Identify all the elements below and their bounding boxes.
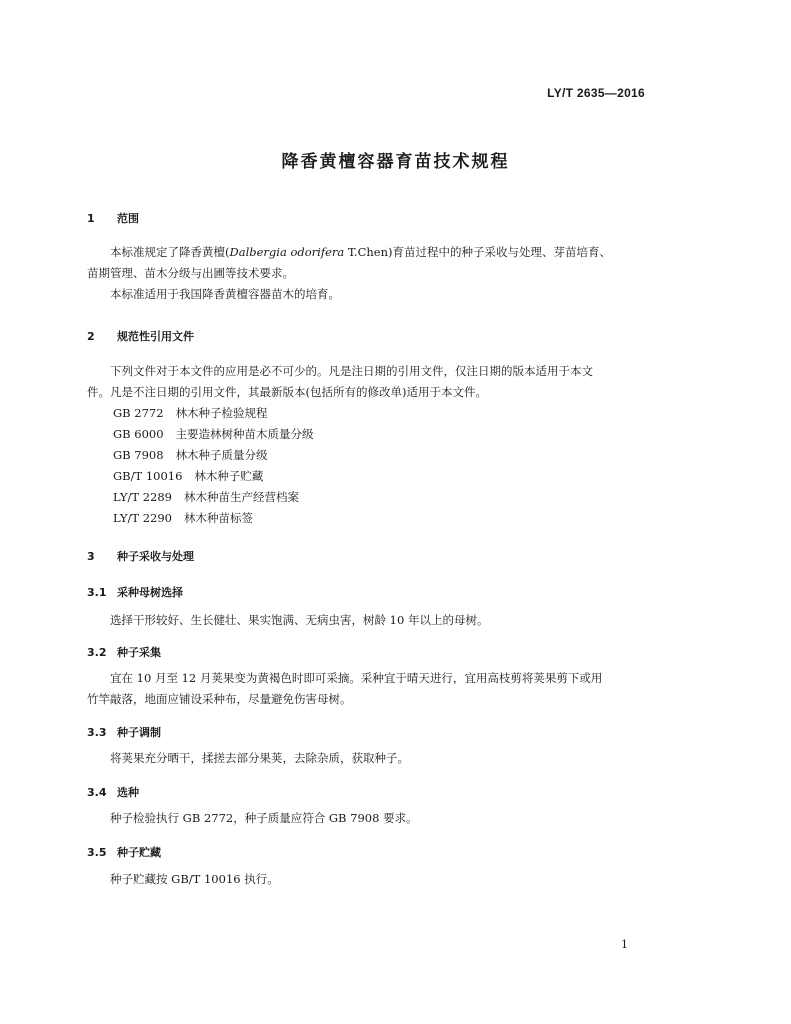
standard-code: LY/T 2635—2016 [547,86,645,100]
document-title: 降香黄檀容器育苗技术规程 [281,152,510,172]
reference-code: GB 2772 [113,406,164,420]
section-title: 种子采收与处理 [117,550,194,563]
subsection-heading-seed-storage [87,844,161,860]
reference-item [113,405,268,421]
references-intro-line-2: 件。凡是不注日期的引用文件，其最新版本(包括所有的修改单)适用于本文件。 [87,385,487,399]
reference-title: 林木种苗标签 [183,511,253,525]
subsection-title: 选种 [117,786,139,799]
reference-title: 主要造林树种苗木质量分级 [175,427,314,441]
reference-item [113,426,314,442]
section-heading-seed-collection [87,548,194,564]
text-segment: 本标准规定了降香黄檀( [110,245,230,259]
reference-code: GB 6000 [113,427,164,441]
section-number: 3 [87,550,95,563]
section-heading-normative-references [87,328,194,344]
subsection-heading-seed-processing [87,724,161,740]
seed-harvest-line-2: 竹竿敲落，地面应铺设采种布，尽量避免伤害母树。 [87,692,352,706]
references-intro-line-1: 下列文件对于本文件的应用是必不可少的。凡是注日期的引用文件，仅注日期的版本适用于本文 [110,364,593,378]
subsection-heading-seed-harvest [87,644,161,660]
mother-tree-paragraph: 选择干形较好、生长健壮、果实饱满、无病虫害，树龄 10 年以上的母树。 [110,613,489,627]
reference-title: 林木种子贮藏 [194,469,264,483]
section-title: 范围 [117,212,139,225]
scope-paragraph-1-line-1 [110,242,680,263]
section-title: 规范性引用文件 [117,330,194,343]
subsection-number: 3.1 [87,586,107,599]
subsection-title: 种子采集 [117,646,161,659]
text-segment: T.Chen)育苗过程中的种子采收与处理、芽苗培育、 [344,245,611,259]
reference-title: 林木种子质量分级 [175,448,268,462]
reference-item [113,489,299,505]
subsection-number: 3.3 [87,726,107,739]
seed-selection-paragraph: 种子检验执行 GB 2772，种子质量应符合 GB 7908 要求。 [110,811,418,825]
scope-paragraph-2: 本标准适用于我国降香黄檀容器苗木的培育。 [110,287,340,301]
page-number: 1 [621,938,628,951]
seed-harvest-line-1: 宜在 10 月至 12 月荚果变为黄褐色时即可采摘。采种宜于晴天进行，宜用高枝剪将荚果剪下或用 [110,671,603,685]
reference-code: LY/T 2289 [113,490,172,504]
reference-title: 林木种子检验规程 [175,406,268,420]
reference-code: LY/T 2290 [113,511,172,525]
section-number: 1 [87,212,95,225]
subsection-number: 3.5 [87,846,107,859]
subsection-number: 3.2 [87,646,107,659]
scope-paragraph-1-line-2: 苗期管理、苗木分级与出圃等技术要求。 [87,266,294,280]
subsection-heading-seed-selection [87,784,139,800]
subsection-title: 采种母树选择 [117,586,183,599]
latin-species-name: Dalbergia odorifera [229,245,345,259]
reference-code: GB 7908 [113,448,164,462]
section-heading-scope [87,210,139,226]
reference-code: GB/T 10016 [113,469,183,483]
section-number: 2 [87,330,95,343]
reference-title: 林木种苗生产经营档案 [183,490,299,504]
subsection-title: 种子贮藏 [117,846,161,859]
seed-processing-paragraph: 将荚果充分晒干，揉搓去部分果荚，去除杂质，获取种子。 [110,751,409,765]
reference-item [113,510,253,526]
reference-item [113,447,268,463]
reference-item [113,468,263,484]
subsection-heading-mother-tree [87,584,183,600]
subsection-number: 3.4 [87,786,107,799]
seed-storage-paragraph: 种子贮藏按 GB/T 10016 执行。 [110,872,279,886]
subsection-title: 种子调制 [117,726,161,739]
